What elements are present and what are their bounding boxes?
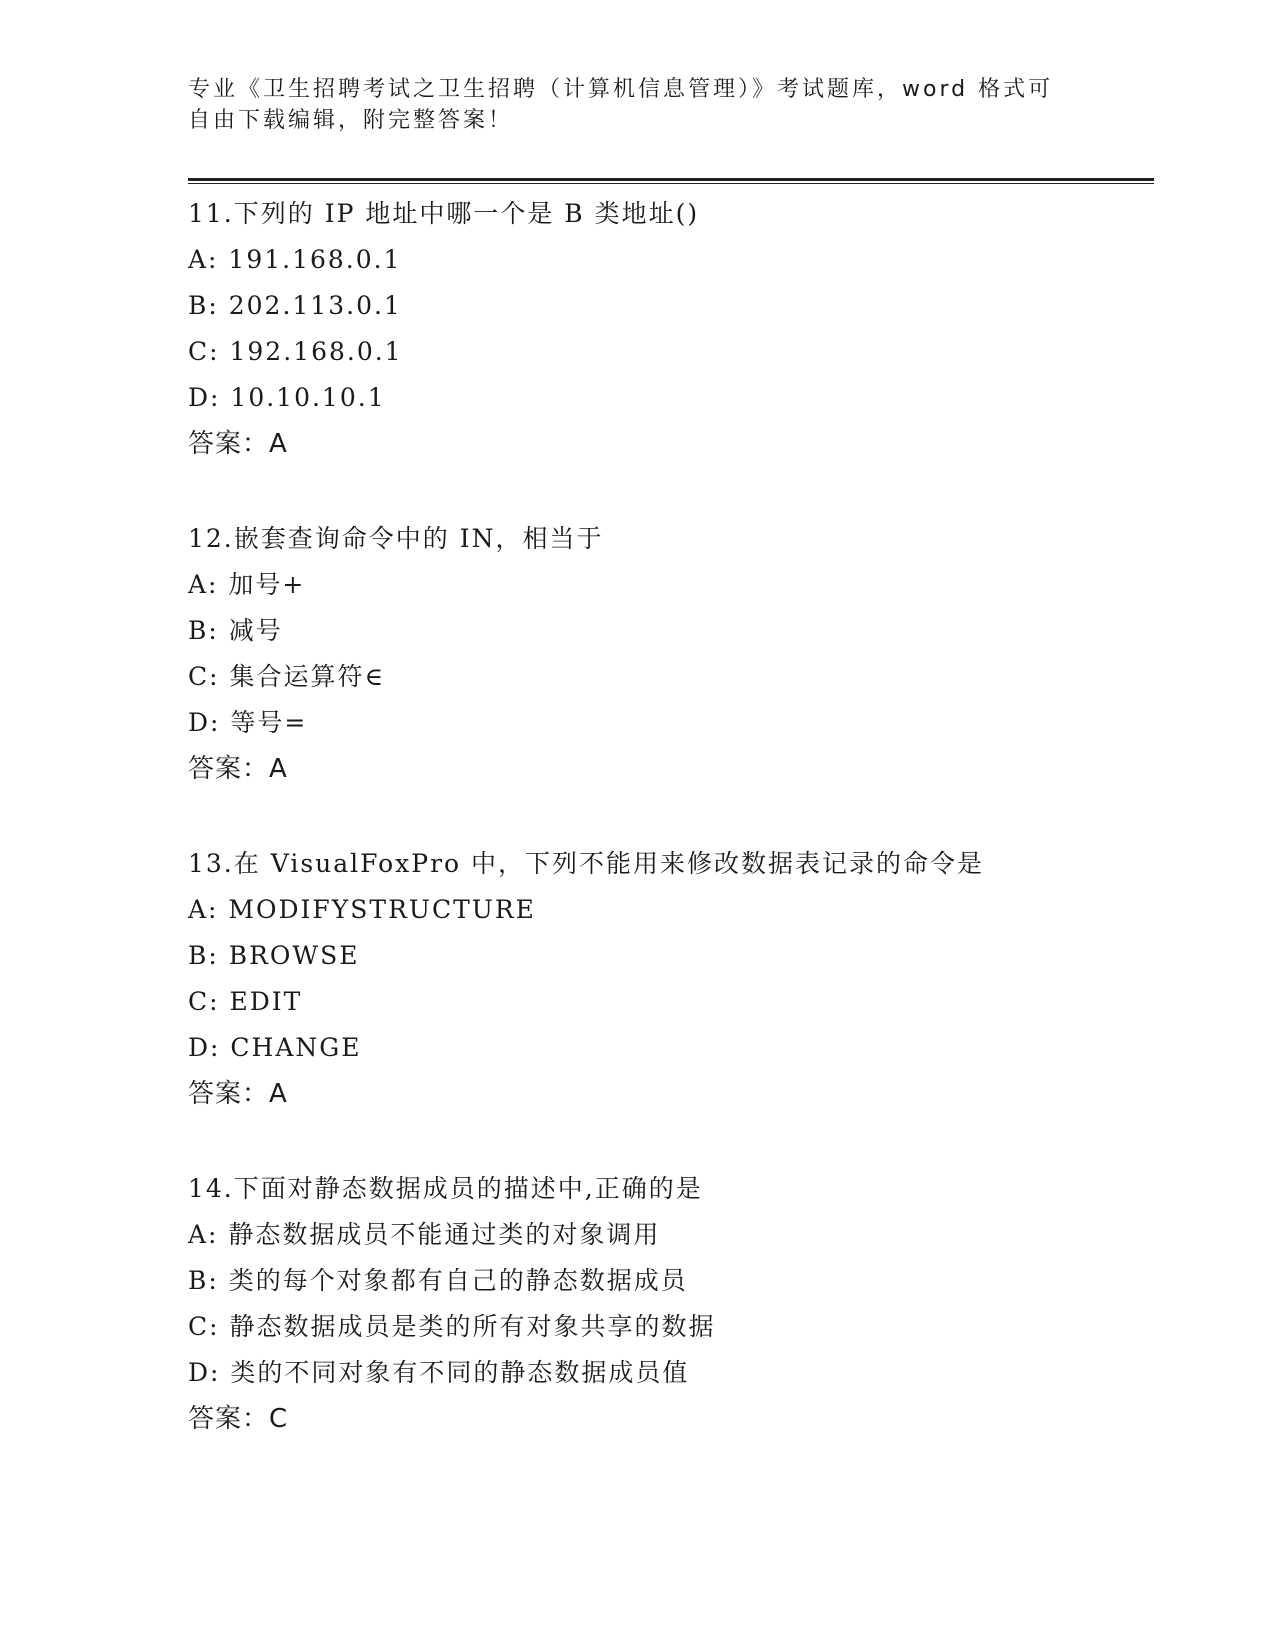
question-14 (188, 1166, 1154, 1442)
option-c: C: 192.168.0.1 (188, 337, 403, 366)
question-list (188, 191, 1154, 1491)
option-c: C: 静态数据成员是类的所有对象共享的数据 (188, 1312, 716, 1341)
answer-line: 答案：C (188, 1404, 289, 1434)
header-divider-thin (188, 183, 1154, 184)
question-stem: 14.下面对静态数据成员的描述中,正确的是 (188, 1174, 703, 1203)
option-d: D: 等号= (188, 708, 308, 737)
option-b: B: 类的每个对象都有自己的静态数据成员 (188, 1266, 688, 1295)
question-stem: 13.在 VisualFoxPro 中，下列不能用来修改数据表记录的命令是 (188, 849, 985, 878)
question-stem: 11.下列的 IP 地址中哪一个是 B 类地址() (188, 199, 700, 228)
question-12 (188, 516, 1154, 792)
option-c: C: 集合运算符∈ (188, 662, 386, 691)
option-d: D: CHANGE (188, 1033, 362, 1062)
option-b: B: 202.113.0.1 (188, 291, 402, 320)
question-13 (188, 841, 1154, 1117)
option-a: A: 191.168.0.1 (188, 245, 402, 274)
question-11 (188, 191, 1154, 467)
document-header: 专业《卫生招聘考试之卫生招聘（计算机信息管理）》考试题库，word 格式可自由下载编辑，附完整答案！ (188, 77, 1054, 133)
answer-line: 答案：A (188, 429, 288, 459)
option-c: C: EDIT (188, 987, 303, 1016)
option-b: B: BROWSE (188, 941, 360, 970)
header-divider-thick (188, 178, 1154, 181)
option-a: A: MODIFYSTRUCTURE (188, 895, 536, 924)
answer-line: 答案：A (188, 754, 288, 784)
answer-line: 答案：A (188, 1079, 288, 1109)
option-a: A: 加号+ (188, 570, 306, 599)
option-d: D: 10.10.10.1 (188, 383, 386, 412)
option-a: A: 静态数据成员不能通过类的对象调用 (188, 1220, 661, 1249)
option-d: D: 类的不同对象有不同的静态数据成员值 (188, 1358, 690, 1387)
question-stem: 12.嵌套查询命令中的 IN，相当于 (188, 524, 604, 553)
option-b: B: 减号 (188, 616, 283, 645)
